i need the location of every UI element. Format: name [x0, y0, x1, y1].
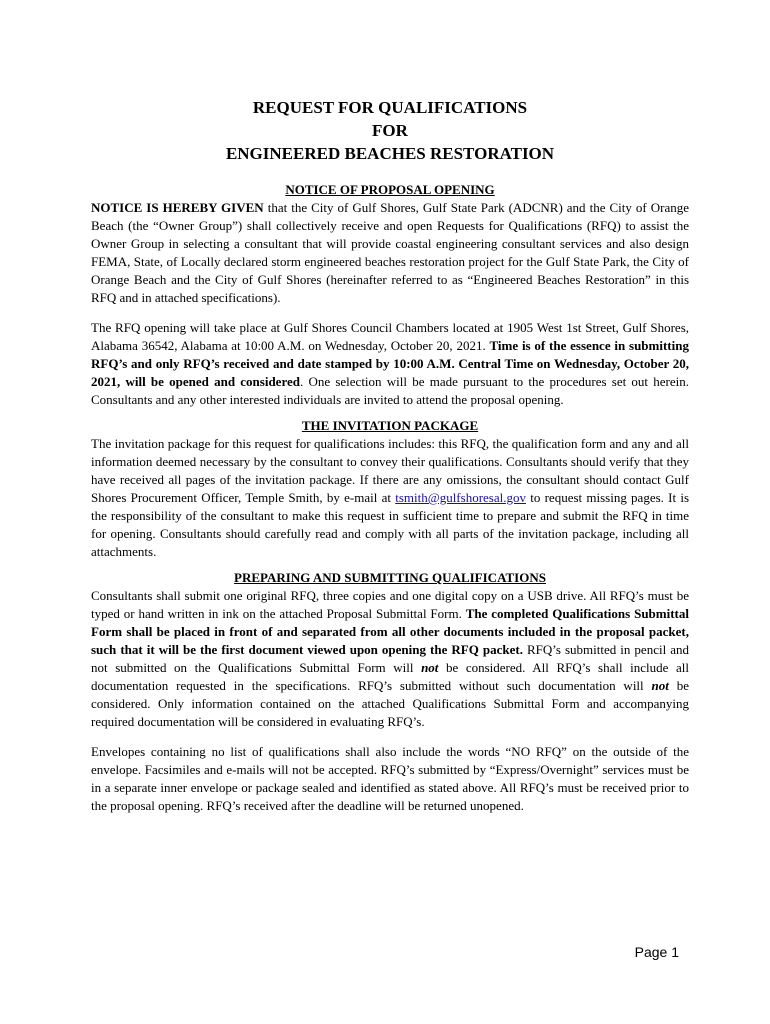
title-line-1: REQUEST FOR QUALIFICATIONS: [252, 98, 528, 117]
invitation-heading: THE INVITATION PACKAGE: [301, 418, 479, 433]
preparing-text-mid-2: be considered. All RFQ’s shall include all documentation requested in the specifications. RFQ’s submitted without such documentation will: [91, 660, 689, 693]
email-link[interactable]: tsmith@gulfshoresal.gov: [395, 490, 526, 505]
preparing-text-mid: RFQ’s submitted in pencil and not submitted on the Qualifications Submittal Form will: [91, 642, 689, 675]
preparing-heading: PREPARING AND SUBMITTING QUALIFICATIONS: [234, 570, 546, 585]
notice-bold-lead: NOTICE IS HEREBY GIVEN: [91, 200, 264, 215]
emphasis-not-1: not: [421, 660, 439, 675]
page-number: Page 1: [634, 944, 679, 960]
emphasis-not-2: not: [651, 678, 669, 693]
invitation-text-end: to request missing pages. It is the responsibility of the consultant to make this request in sufficient time to prepare and submit the RFQ in time for opening. Consultants should carefully read and comply with all parts of the invitation package, including all attachments.: [91, 490, 689, 559]
preparing-paragraph-1: [91, 587, 689, 731]
notice-heading: NOTICE OF PROPOSAL OPENING: [285, 182, 495, 197]
document-body: [91, 96, 689, 815]
title-line-2: FOR: [372, 121, 408, 140]
preparing-bold: The completed Qualifications Submittal Form shall be placed in front of and separated from all other documents included in the proposal packet, such that it will be the first document viewed upon opening the RFQ packet.: [91, 606, 689, 657]
document-title: [91, 96, 689, 165]
notice-text-1: that the City of Gulf Shores, Gulf State Park (ADCNR) and the City of Orange Beach (the “Owner Group”) shall collectively receive and open Requests for Qualifications (RFQ) to assist the Owner Group in selecting a consultant that will provide coastal engineering consultant services and also design FEMA, State, of Locally declared storm engineered beaches restoration project for the Gulf State Park, the City of Orange Beach and the City of Gulf Shores (hereinafter referred to as “Engineered Beaches Restoration” in this RFQ and in attached specifications).: [91, 200, 690, 305]
notice-bold-deadline: Time is of the essence in submitting RFQ’s and only RFQ’s received and date stamped by 10:00 A.M. Central Time on Wednesday, October 20, 2021, will be opened and considered: [91, 338, 689, 389]
notice-paragraph-2: [91, 319, 689, 409]
invitation-text: The invitation package for this request for qualifications includes: this RFQ, the qualification form and any and all information deemed necessary by the consultant to convey their qualifications. Consultants should verify that they have received all pages of the invitation package. If there are any omissions, the consultant should contact Gulf Shores Procurement Officer, Temple Smith, by e-mail at: [91, 436, 689, 505]
preparing-text: Consultants shall submit one original RFQ, three copies and one digital copy on a USB drive. All RFQ’s must be typed or hand written in ink on the attached Proposal Submittal Form.: [91, 588, 689, 621]
title-line-3: ENGINEERED BEACHES RESTORATION: [225, 144, 555, 163]
preparing-text-end: be considered. Only information contained on the attached Qualifications Submittal Form and accompanying required documentation will be considered in evaluating RFQ’s.: [91, 678, 689, 729]
preparing-paragraph-2: Envelopes containing no list of qualifications shall also include the words “NO RFQ” on the outside of the envelope. Facsimiles and e-mails will not be accepted. RFQ’s submitted by “Express/Overnight” services must be in a separate inner envelope or package sealed and identified as stated above. All RFQ’s must be received prior to the proposal opening. RFQ’s received after the deadline will be returned unopened.: [91, 744, 689, 813]
notice-text-2: The RFQ opening will take place at Gulf Shores Council Chambers located at 1905 West 1st Street, Gulf Shores, Alabama 36542, Alabama at 10:00 A.M. on Wednesday, October 20, 2021.: [91, 320, 689, 353]
notice-paragraph-1: [91, 199, 689, 307]
invitation-paragraph: [91, 435, 689, 561]
notice-text-2-end: . One selection will be made pursuant to the procedures set out herein. Consultants and any other interested individuals are invited to attend the proposal opening.: [91, 374, 689, 407]
